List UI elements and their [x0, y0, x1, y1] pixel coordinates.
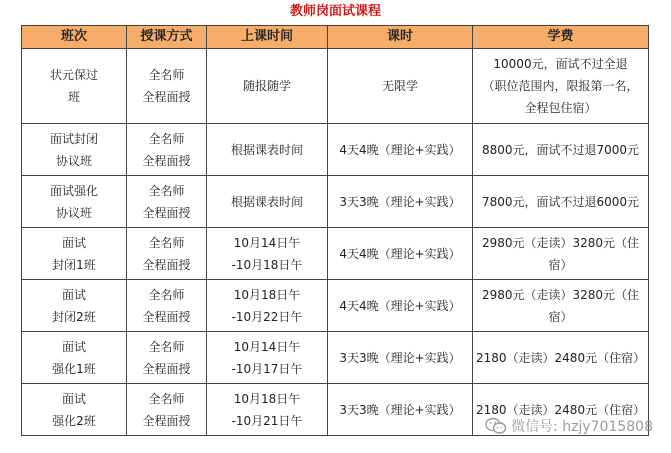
time-cell-line: 10月18日午 — [233, 391, 301, 406]
time-cell-line: -10月18日午 — [231, 257, 303, 272]
method-cell-line: 全名师 — [148, 339, 185, 354]
fee-cell-line: 2980元（走读）3280元（住 — [481, 287, 640, 302]
method-cell-line: 全程面授 — [142, 413, 191, 428]
time-cell-line: 10月18日午 — [233, 287, 301, 302]
class-cell — [22, 384, 127, 436]
course-table — [21, 25, 649, 436]
time-cell — [207, 280, 328, 332]
class-cell-line: 面试封闭 — [49, 131, 98, 146]
hours-cell: 3天3晚（理论+实践） — [328, 384, 473, 436]
table-row — [22, 124, 649, 176]
class-cell-line: 强化1班 — [52, 361, 96, 376]
method-cell — [127, 49, 207, 124]
fee-cell-line: （职位范围内，限报第一名， — [482, 79, 639, 93]
class-cell — [22, 280, 127, 332]
fee-cell-line: 全程包住宿） — [524, 101, 597, 115]
method-cell — [127, 176, 207, 228]
time-cell-line: 10月14日午 — [233, 235, 301, 250]
time-cell — [207, 49, 328, 124]
class-cell — [22, 124, 127, 176]
class-cell-line: 面试 — [61, 235, 86, 250]
class-cell — [22, 176, 127, 228]
column-header-fee: 学费 — [473, 26, 649, 49]
column-header-method: 授课方式 — [127, 26, 207, 49]
hours-cell: 3天3晚（理论+实践） — [328, 176, 473, 228]
table-row — [22, 332, 649, 384]
method-cell-line: 全名师 — [148, 287, 185, 302]
class-cell-line: 封闭2班 — [52, 309, 96, 324]
class-cell-line: 状元保过 — [49, 68, 98, 82]
class-cell-line: 面试 — [61, 287, 86, 302]
class-cell — [22, 228, 127, 280]
hours-cell: 4天4晚（理论+实践） — [328, 124, 473, 176]
table-row — [22, 280, 649, 332]
page-title: 教师岗面试课程 — [289, 4, 381, 19]
class-cell-line: 封闭1班 — [52, 257, 96, 272]
fee-cell-line: 7800元，面试不过退6000元 — [481, 194, 640, 209]
class-cell-line: 强化2班 — [52, 413, 96, 428]
fee-cell — [473, 280, 649, 332]
class-cell-line: 面试 — [61, 391, 86, 406]
table-row — [22, 228, 649, 280]
fee-cell-line: 2180（走读）2480元（住宿） — [476, 350, 646, 365]
time-cell — [207, 332, 328, 384]
fee-cell-line: 8800元，面试不过退7000元 — [481, 142, 640, 157]
hours-cell: 无限学 — [328, 49, 473, 124]
hours-cell: 4天4晚（理论+实践） — [328, 228, 473, 280]
class-cell — [22, 332, 127, 384]
method-cell-line: 全程面授 — [142, 309, 191, 324]
method-cell-line: 全程面授 — [142, 205, 191, 220]
class-cell-line: 面试 — [61, 339, 86, 354]
wechat-icon — [485, 417, 507, 435]
class-cell — [22, 49, 127, 124]
table-row — [22, 176, 649, 228]
fee-cell — [473, 49, 649, 124]
table-row — [22, 49, 649, 124]
method-cell-line: 全名师 — [148, 131, 185, 146]
method-cell-line: 全程面授 — [142, 153, 191, 168]
method-cell — [127, 384, 207, 436]
fee-cell-line: 2980元（走读）3280元（住 — [481, 235, 640, 250]
method-cell-line: 全程面授 — [142, 361, 191, 376]
fee-cell-line: 宿） — [548, 309, 573, 324]
hours-cell: 3天3晚（理论+实践） — [328, 332, 473, 384]
time-cell — [207, 384, 328, 436]
column-header-time: 上课时间 — [207, 26, 328, 49]
time-cell-line: 根据课表时间 — [230, 142, 303, 157]
fee-cell-line: 宿） — [548, 257, 573, 272]
time-cell-line: 根据课表时间 — [230, 194, 303, 209]
time-cell — [207, 228, 328, 280]
fee-cell — [473, 332, 649, 384]
class-cell-line: 班 — [67, 90, 80, 104]
method-cell — [127, 228, 207, 280]
wechat-watermark — [485, 416, 653, 436]
time-cell-line: -10月21日午 — [231, 413, 303, 428]
time-cell — [207, 124, 328, 176]
fee-cell — [473, 176, 649, 228]
class-cell-line: 面试强化 — [49, 183, 98, 198]
method-cell-line: 全程面授 — [142, 257, 191, 272]
method-cell-line: 全名师 — [148, 235, 185, 250]
table-header-row — [22, 26, 649, 49]
method-cell-line: 全名师 — [148, 183, 185, 198]
fee-cell — [473, 124, 649, 176]
method-cell — [127, 124, 207, 176]
time-cell-line: 随报随学 — [242, 79, 291, 93]
method-cell-line: 全名师 — [148, 391, 185, 406]
fee-cell-line: 10000元，面试不过全退 — [493, 57, 628, 71]
fee-cell — [473, 228, 649, 280]
method-cell-line: 全名师 — [148, 68, 185, 82]
column-header-hours: 课时 — [328, 26, 473, 49]
time-cell — [207, 176, 328, 228]
time-cell-line: -10月22日午 — [231, 309, 303, 324]
method-cell — [127, 332, 207, 384]
fee-cell-line: 2180（走读）2480元（住宿） — [476, 402, 646, 417]
method-cell — [127, 280, 207, 332]
hours-cell: 4天4晚（理论+实践） — [328, 280, 473, 332]
method-cell-line: 全程面授 — [142, 90, 191, 104]
class-cell-line: 协议班 — [55, 153, 92, 168]
watermark-text: 微信号: hzjy7015808 — [511, 419, 653, 435]
time-cell-line: 10月14日午 — [233, 339, 301, 354]
class-cell-line: 协议班 — [55, 205, 92, 220]
column-header-class: 班次 — [22, 26, 127, 49]
time-cell-line: -10月17日午 — [231, 361, 303, 376]
